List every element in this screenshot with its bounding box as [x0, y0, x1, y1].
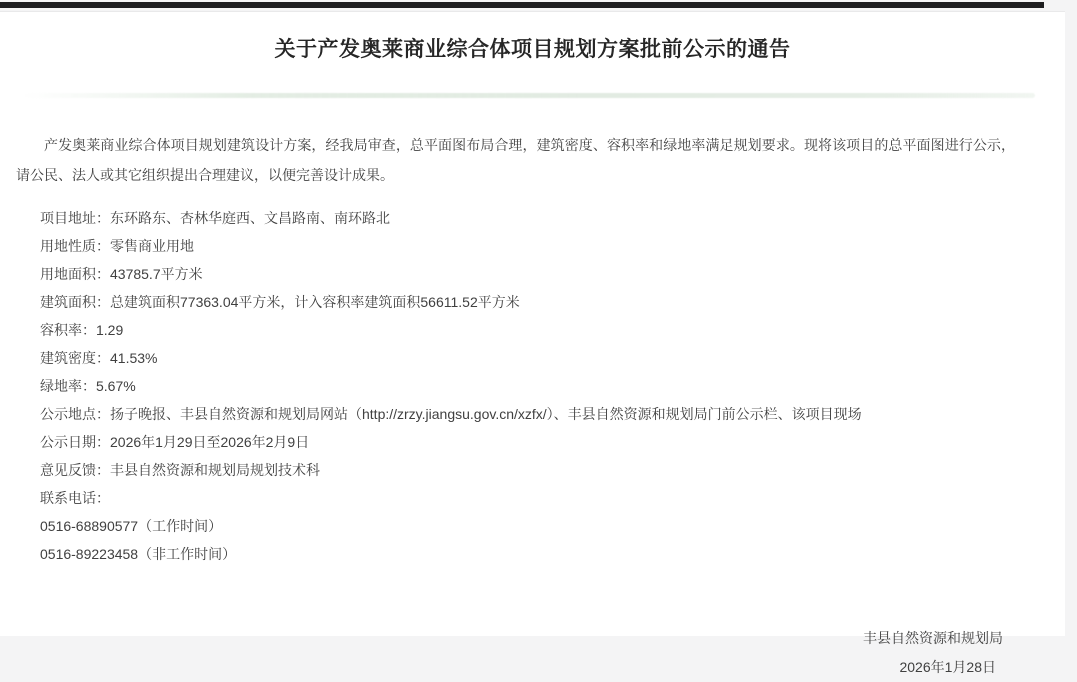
intro-paragraph: 产发奥莱商业综合体项目规划建筑设计方案，经我局审查，总平面图布局合理，建筑密度、容积率和绿地率满足规划要求。现将该项目的总平面图进行公示，请公民、法人或其它组织提出合理建议，以便完善设计成果。: [16, 137, 1015, 184]
detail-line-contact-phone: [16, 484, 1015, 512]
page-title: 关于产发奥莱商业综合体项目规划方案批前公示的通告: [274, 38, 791, 62]
detail-line-phone-off-hours: [16, 540, 1015, 568]
signature-date: 2026年1月28日: [899, 659, 996, 676]
top-dark-bar: [0, 2, 1044, 8]
signature-block: [16, 624, 1015, 682]
field-label: 绿地率：: [40, 378, 96, 395]
field-label: 公示日期：: [40, 434, 110, 451]
signature-agency: 丰县自然资源和规划局: [863, 630, 1003, 647]
field-value: 东环路东、杏林华庭西、文昌路南、南环路北: [110, 210, 390, 227]
field-label: 用地性质：: [40, 238, 110, 255]
field-value: 0516-89223458（非工作时间）: [40, 546, 237, 563]
detail-line-land-use: [16, 232, 1015, 260]
field-value: 丰县自然资源和规划局规划技术科: [110, 462, 320, 479]
field-value: 0516-68890577（工作时间）: [40, 518, 223, 535]
detail-line-publicity-location: [16, 400, 1015, 428]
field-label: 用地面积：: [40, 266, 110, 283]
detail-line-building-density: [16, 344, 1015, 372]
field-label: 意见反馈：: [40, 462, 110, 479]
field-label: 联系电话：: [40, 490, 110, 507]
detail-line-project-address: [16, 204, 1015, 232]
field-label: 建筑密度：: [40, 350, 110, 367]
field-value: 扬子晚报、丰县自然资源和规划局网站（http://zrzy.jiangsu.gov.cn/xzfx/）、丰县自然资源和规划局门前公示栏、该项目现场: [110, 406, 862, 423]
detail-line-building-area: [16, 288, 1015, 316]
detail-line-plot-ratio: [16, 316, 1015, 344]
field-value: 1.29: [96, 322, 124, 339]
field-value: 2026年1月29日至2026年2月9日: [110, 434, 310, 451]
field-label: 公示地点：: [40, 406, 110, 423]
field-value: 43785.7平方米: [110, 266, 203, 283]
notice-document: [0, 11, 1065, 676]
notice-body: [0, 130, 1065, 682]
title-divider: [25, 93, 1035, 98]
field-value: 总建筑面积77363.04平方米，计入容积率建筑面积56611.52平方米: [110, 294, 520, 311]
field-value: 5.67%: [96, 378, 136, 395]
detail-line-publicity-date: [16, 428, 1015, 456]
field-label: 容积率：: [40, 322, 96, 339]
field-value: 零售商业用地: [110, 238, 194, 255]
field-label: 项目地址：: [40, 210, 110, 227]
detail-line-green-ratio: [16, 372, 1015, 400]
detail-line-phone-work-hours: [16, 512, 1015, 540]
detail-line-land-area: [16, 260, 1015, 288]
field-value: 41.53%: [110, 350, 158, 367]
field-label: 建筑面积：: [40, 294, 110, 311]
detail-line-feedback: [16, 456, 1015, 484]
